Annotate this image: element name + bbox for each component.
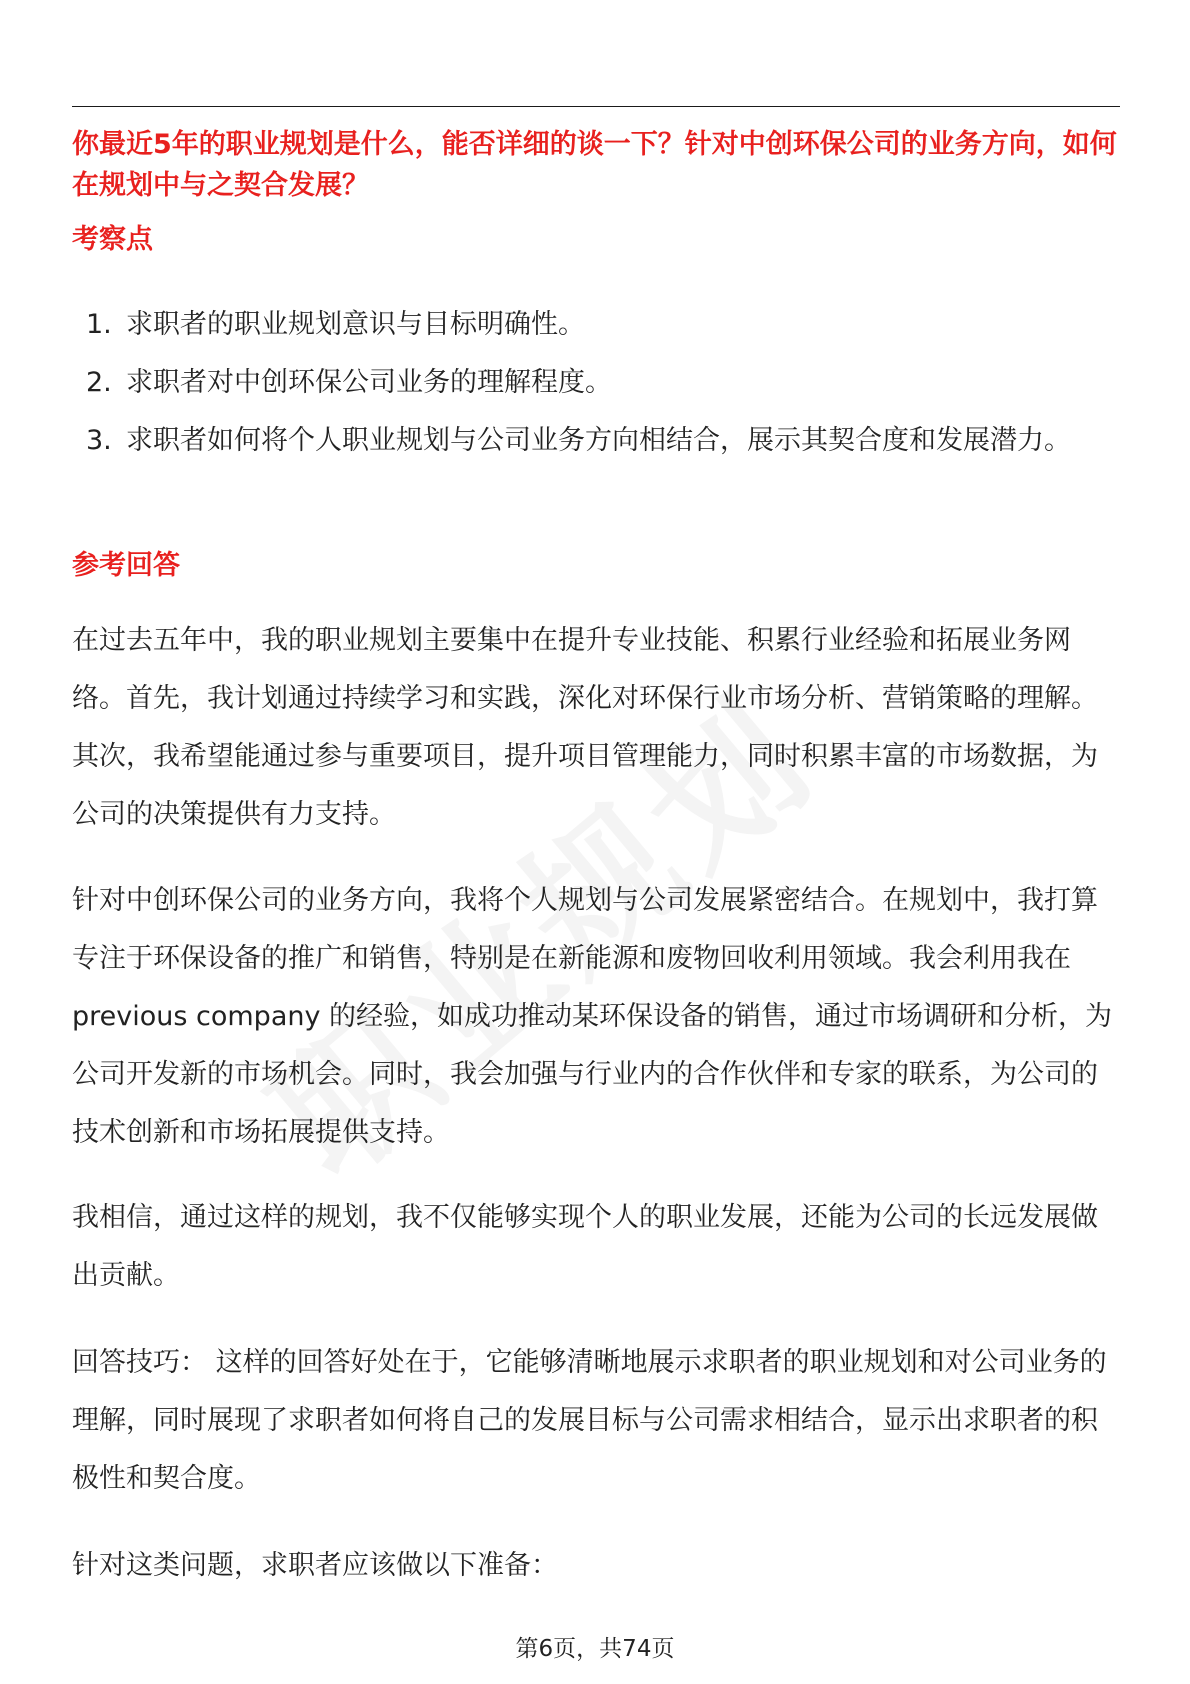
point-number: 2. — [86, 367, 112, 398]
answer-paragraph: 我相信，通过这样的规划，我不仅能够实现个人的职业发展，还能为公司的长远发展做出贡献。 — [72, 1202, 1098, 1291]
point-item — [72, 296, 1112, 354]
points-list — [72, 296, 1112, 470]
point-text: 求职者对中创环保公司业务的理解程度。 — [126, 367, 612, 398]
answer-paragraph: 在过去五年中，我的职业规划主要集中在提升专业技能、积累行业经验和拓展业务网络。首先，我计划通过持续学习和实践，深化对环保行业市场分析、营销策略的理解。其次，我希望能通过参与重要项目，提升项目管理能力，同时积累丰富的市场数据，为公司的决策提供有力支持。 — [72, 625, 1098, 830]
tips-paragraph: 回答技巧： 这样的回答好处在于，它能够清晰地展示求职者的职业规划和对公司业务的理解，同时展现了求职者如何将自己的发展目标与公司需求相结合，显示出求职者的积极性和契合度。 — [72, 1347, 1107, 1494]
point-item — [72, 354, 1112, 412]
points-heading: 考察点 — [72, 224, 153, 255]
interview-question: 你最近5年的职业规划是什么，能否详细的谈一下？针对中创环保公司的业务方向，如何在规划中与之契合发展？ — [72, 129, 1117, 201]
preparation-paragraph: 针对这类问题，求职者应该做以下准备： — [72, 1550, 558, 1581]
point-number: 3. — [86, 425, 112, 456]
point-number: 1. — [86, 309, 112, 340]
page-number: 第6页，共74页 — [515, 1636, 675, 1662]
top-divider — [72, 106, 1120, 107]
point-text: 求职者的职业规划意识与目标明确性。 — [126, 309, 585, 340]
answer-paragraph: 针对中创环保公司的业务方向，我将个人规划与公司发展紧密结合。在规划中，我打算专注于环保设备的推广和销售，特别是在新能源和废物回收利用领域。我会利用我在 previous company 的经验，如成功推动某环保设备的销售，通过市场调研和分析，为公司开发新的市场机会。同时，我会加强与行业内的合作伙伴和专家的联系，为公司的技术创新和市场拓展提供支持。 — [72, 885, 1113, 1148]
answer-heading: 参考回答 — [72, 550, 180, 581]
point-text: 求职者如何将个人职业规划与公司业务方向相结合，展示其契合度和发展潜力。 — [126, 425, 1071, 456]
point-item — [72, 412, 1112, 470]
